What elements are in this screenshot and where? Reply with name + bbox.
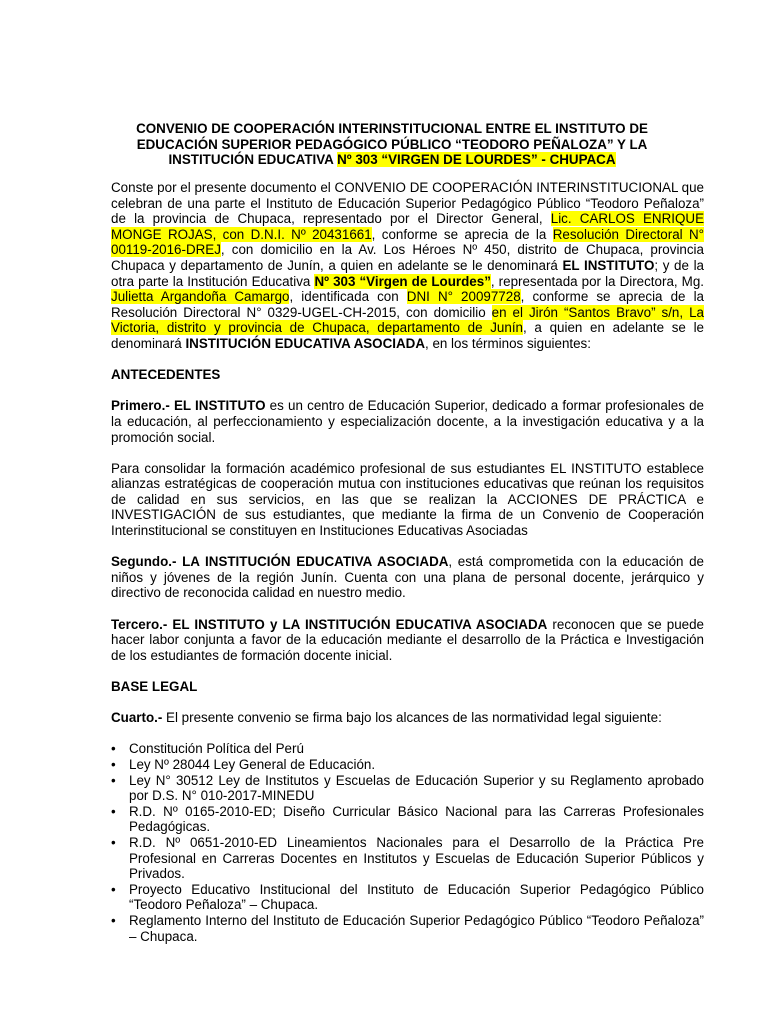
section-heading-base-legal [111, 679, 704, 695]
list-item-text: R.D. Nº 0651-2010-ED Lineamientos Nacionales para el Desarrollo de la Práctica Pre Profesional en Carreras Docentes en Institutos y Escuelas de Educación Superior Públicos y Privados. [129, 834, 704, 882]
list-item [111, 804, 704, 835]
intro-text: , identificada con [289, 289, 407, 305]
paragraph-consolidar: Para consolidar la formación académico profesional de sus estudiantes EL INSTITUTO establece alianzas estratégicas de cooperación mutua con instituciones educativas que reúnan los requisitos de calidad en sus servicios, en las que se realizan la ACCIONES DE PRÁCTICA e INVESTIGACIÓN de sus estudiantes, que mediante la firma de un Convenio de Cooperación Interinstitucional se constituyen en Instituciones Educativas Asociadas [111, 460, 704, 539]
intro-text: , en los términos siguientes: [425, 335, 591, 351]
section-heading-antecedentes [111, 367, 704, 383]
intro-bold: EL INSTITUTO [562, 257, 655, 273]
address-highlight: en el Jirón “Santos Bravo” s/n, La Victoria, distrito y provincia de Chupaca, departamento de Junín [111, 304, 704, 336]
intro-text: ; y de la otra parte la Institución Educativa [111, 257, 704, 289]
bullet-icon: • [111, 756, 116, 772]
document-title [112, 121, 672, 168]
intro-text: , con domicilio en la Av. Los Héroes Nº 450, distrito de Chupaca, provincia Chupaca y departamento de Junín, a quien en adelante se le denominará [111, 242, 704, 273]
clause-label: Primero.- EL INSTITUTO [111, 398, 266, 414]
list-item-text: R.D. Nº 0165-2010-ED; Diseño Curricular Básico Nacional para las Carreras Profesionales Pedagógicas. [129, 803, 704, 835]
bullet-icon: • [111, 803, 116, 819]
clause-text: El presente convenio se firma bajo los alcances de las normatividad legal siguiente: [162, 710, 662, 726]
intro-bold: INSTITUCIÓN EDUCATIVA ASOCIADA [185, 335, 425, 351]
clause-label: Segundo.- LA INSTITUCIÓN EDUCATIVA ASOCIADA [111, 554, 449, 570]
resolution-highlight: Resolución Directoral N° 00119-2016-DREJ [111, 226, 704, 258]
bullet-icon: • [111, 912, 116, 928]
intro-text: , conforme se aprecia de la [371, 226, 553, 242]
clause-label: Cuarto.- [111, 710, 163, 726]
list-item [111, 835, 704, 882]
list-item [111, 913, 704, 944]
document-body [111, 180, 704, 944]
clause-text: es un centro de Educación Superior, dedicado a formar profesionales de la educación, al perfeccionamiento y especialización docente, a la investigación educativa y a la promoción social. [111, 398, 704, 445]
clause-tercero [111, 617, 704, 664]
bullet-icon: • [111, 772, 116, 788]
heading-text: BASE LEGAL [111, 679, 198, 694]
director-highlight: Lic. CARLOS ENRIQUE MONGE ROJAS, con D.N.I. Nº 20431661 [111, 211, 705, 242]
clause-cuarto [111, 710, 704, 726]
school-highlight: Nº 303 “Virgen de Lourdes” [314, 273, 491, 289]
clause-text: reconocen que se puede hacer labor conjunta a favor de la educación mediante el desarrollo de la Práctica e Investigación de los estudiantes de formación docente inicial. [111, 616, 705, 663]
clause-primero [111, 398, 704, 445]
list-item-text: Proyecto Educativo Institucional del Instituto de Educación Superior Pedagógico Público “Teodoro Peñaloza” – Chupaca. [129, 881, 704, 913]
list-item-text: Reglamento Interno del Instituto de Educación Superior Pedagógico Público “Teodoro Peñaloza” – Chupaca. [129, 912, 704, 944]
legal-list [111, 741, 704, 944]
title-highlight: Nº 303 “VIRGEN DE LOURDES” - CHUPACA [337, 152, 616, 168]
list-item-text: Ley Nº 28044 Ley General de Educación. [129, 756, 376, 772]
bullet-icon: • [111, 741, 116, 757]
title-text: CONVENIO DE COOPERACIÓN INTERINSTITUCIONAL ENTRE EL INSTITUTO DE EDUCACIÓN SUPERIOR PEDAGÓGICO PÚBLICO “TEODORO PEÑALOZA” Y LA INSTITUCIÓN EDUCATIVA [136, 121, 648, 168]
intro-paragraph [111, 180, 704, 352]
list-item [111, 757, 704, 773]
list-item-text: Ley N° 30512 Ley de Institutos y Escuelas de Educación Superior y su Reglamento aprobado por D.S. N° 010-2017-MINEDU [129, 772, 704, 804]
clause-label: Tercero.- EL INSTITUTO y LA INSTITUCIÓN EDUCATIVA ASOCIADA [111, 616, 548, 632]
clause-text: , está comprometida con la educación de niños y jóvenes de la región Junín. Cuenta con una plana de personal docente, jerárquico y directivo de reconocida calidad en nuestro medio. [111, 554, 705, 601]
list-item-text: Constitución Política del Perú [129, 741, 304, 757]
directora-highlight: Julietta Argandoña Camargo [111, 289, 290, 305]
list-item [111, 741, 704, 757]
bullet-icon: • [111, 881, 116, 897]
heading-text: ANTECEDENTES [111, 367, 221, 383]
dni-highlight: DNI N° 20097728 [406, 289, 521, 305]
bullet-icon: • [111, 834, 116, 850]
intro-text: , a quien en adelante se le denominará [111, 320, 704, 351]
clause-segundo [111, 554, 704, 601]
list-item [111, 882, 704, 913]
intro-text: , representada por la Directora, Mg. [490, 273, 704, 289]
intro-text: Conste por el presente documento el CONVENIO DE COOPERACIÓN INTERINSTITUCIONAL que celebran de una parte el Instituto de Educación Superior Pedagógico Público “Teodoro Peñaloza” de la provincia de Chupaca, representado por el Director General, [111, 180, 704, 227]
intro-text: , conforme se aprecia de la Resolución Directoral N° 0329-UGEL-CH-2015, con domicilio [111, 289, 704, 320]
list-item [111, 773, 704, 804]
